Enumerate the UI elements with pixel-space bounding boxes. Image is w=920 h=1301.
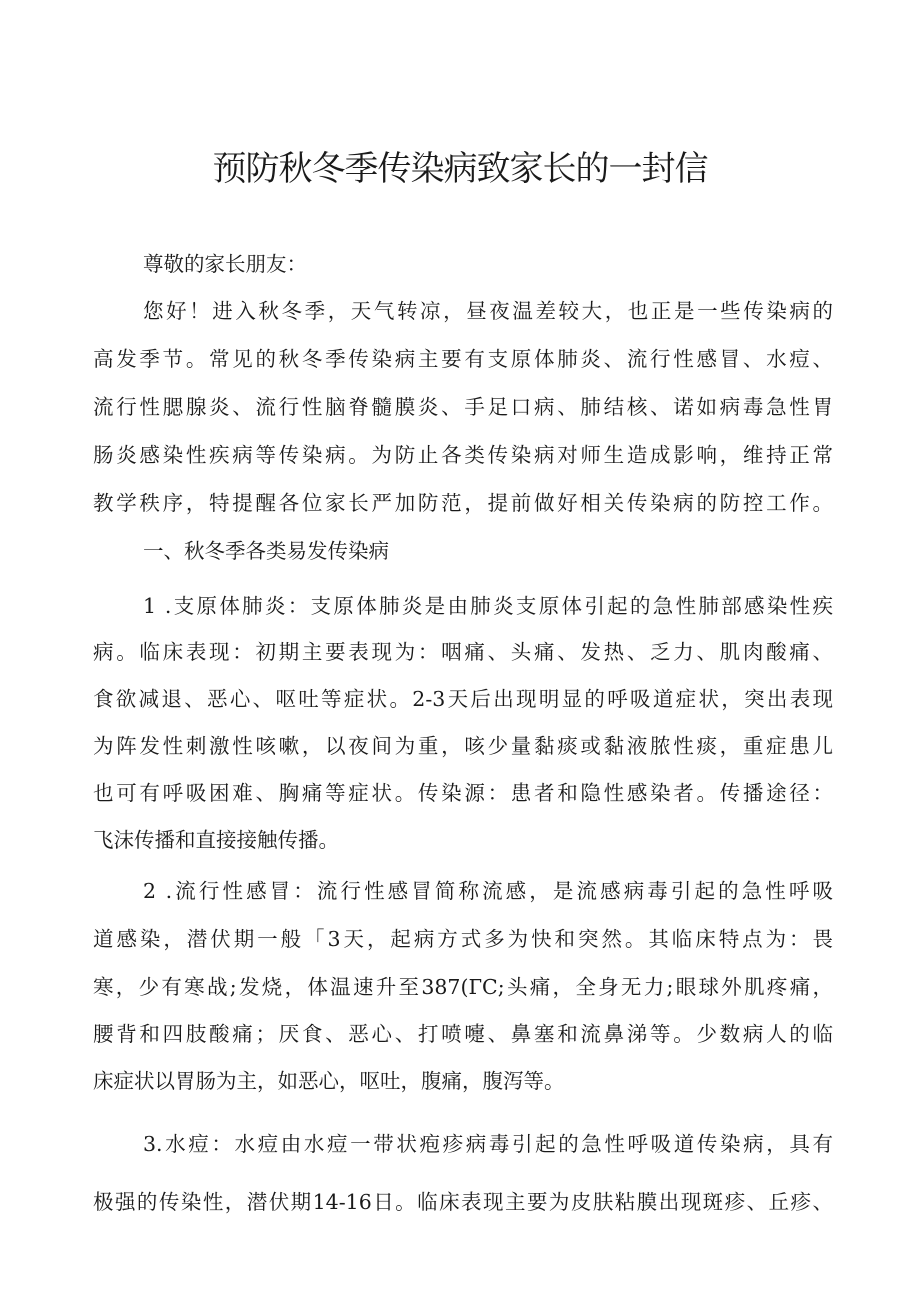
letter-title: 预防秋冬季传染病致家长的一封信 xyxy=(212,149,708,189)
body-line: 寒，少有寒战;发烧，体温速升至387(ГC;头痛，全身无力;眼球外肌疼痛， xyxy=(93,975,833,999)
section-heading: 一、秋冬季各类易发传染病 xyxy=(143,539,389,563)
body-line: 道感染，潜伏期一般「3天，起病方式多为快和突然。其临床特点为：畏 xyxy=(93,927,833,951)
body-line: 高发季节。常见的秋冬季传染病主要有支原体肺炎、流行性感冒、水痘、 xyxy=(93,347,833,371)
body-line: 为阵发性刺激性咳嗽，以夜间为重，咳少量黏痰或黏液脓性痰，重症患儿 xyxy=(93,734,833,758)
body-line: 极强的传染性，潜伏期14-16日。临床表现主要为皮肤粘膜出现斑疹、丘疹、 xyxy=(93,1190,833,1214)
body-line: 1 .支原体肺炎：支原体肺炎是由肺炎支原体引起的急性肺部感染性疾 xyxy=(143,594,833,618)
body-line: 教学秩序，特提醒各位家长严加防范，提前做好相关传染病的防控工作。 xyxy=(93,491,833,515)
body-line: 腰背和四肢酸痛；厌食、恶心、打喷嚏、鼻塞和流鼻涕等。少数病人的临 xyxy=(93,1022,833,1046)
body-line: 您好！进入秋冬季，天气转凉，昼夜温差较大，也正是一些传染病的 xyxy=(143,299,833,323)
body-line: 2 .流行性感冒：流行性感冒简称流感，是流感病毒引起的急性呼吸 xyxy=(143,879,833,903)
body-line: 3.水痘：水痘由水痘一带状疱疹病毒引起的急性呼吸道传染病，具有 xyxy=(143,1132,833,1156)
body-line: 肠炎感染性疾病等传染病。为防止各类传染病对师生造成影响，维持正常 xyxy=(93,443,833,467)
body-line: 食欲减退、恶心、呕吐等症状。2-3天后出现明显的呼吸道症状，突出表现 xyxy=(93,687,833,711)
body-line: 病。临床表现：初期主要表现为：咽痛、头痛、发热、乏力、肌肉酸痛、 xyxy=(93,640,833,664)
body-line: 流行性腮腺炎、流行性脑脊髓膜炎、手足口病、肺结核、诺如病毒急性胃 xyxy=(93,395,833,419)
body-line: 床症状以胃肠为主，如恶心，呕吐，腹痛，腹泻等。 xyxy=(93,1069,565,1093)
body-line: 也可有呼吸困难、胸痛等症状。传染源：患者和隐性感染者。传播途径： xyxy=(93,781,833,805)
salutation: 尊敬的家长朋友： xyxy=(143,252,307,276)
body-line: 飞沫传播和直接接触传播。 xyxy=(93,828,339,852)
